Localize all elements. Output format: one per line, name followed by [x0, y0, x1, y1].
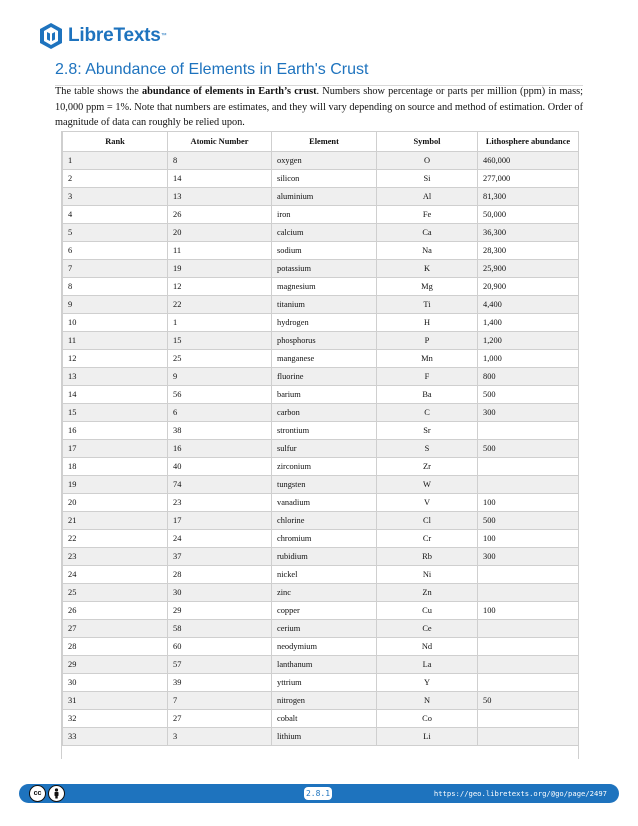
cell-atomic-number: 26 [168, 206, 272, 224]
cell-abundance: 500 [478, 512, 579, 530]
cell-element: calcium [272, 224, 377, 242]
cell-element: nickel [272, 566, 377, 584]
cell-atomic-number: 23 [168, 494, 272, 512]
cell-abundance: 25,900 [478, 260, 579, 278]
cell-rank: 9 [63, 296, 168, 314]
cell-rank: 7 [63, 260, 168, 278]
page-url[interactable]: https://geo.libretexts.org/@go/page/2497 [433, 789, 607, 798]
abundance-table-container [61, 131, 579, 759]
cell-element: lithium [272, 728, 377, 746]
table-row [63, 242, 579, 260]
table-row [63, 512, 579, 530]
table-row [63, 638, 579, 656]
cell-rank: 4 [63, 206, 168, 224]
cell-rank: 33 [63, 728, 168, 746]
cell-atomic-number: 27 [168, 710, 272, 728]
cell-symbol: Si [377, 170, 478, 188]
header-rank: Rank [63, 132, 168, 152]
cell-symbol: C [377, 404, 478, 422]
table-row [63, 602, 579, 620]
cell-symbol: Cl [377, 512, 478, 530]
cell-element: sodium [272, 242, 377, 260]
cell-symbol: O [377, 152, 478, 170]
cell-element: silicon [272, 170, 377, 188]
cell-element: magnesium [272, 278, 377, 296]
table-row [63, 692, 579, 710]
intro-paragraph [55, 84, 583, 131]
table-row [63, 404, 579, 422]
table-row [63, 674, 579, 692]
cell-element: zinc [272, 584, 377, 602]
cell-abundance [478, 656, 579, 674]
cell-symbol: F [377, 368, 478, 386]
cell-abundance: 277,000 [478, 170, 579, 188]
cell-rank: 8 [63, 278, 168, 296]
cell-atomic-number: 24 [168, 530, 272, 548]
cell-element: strontium [272, 422, 377, 440]
cell-symbol: Ce [377, 620, 478, 638]
cell-abundance [478, 566, 579, 584]
table-row [63, 368, 579, 386]
table-row [63, 494, 579, 512]
table-row [63, 440, 579, 458]
cell-atomic-number: 7 [168, 692, 272, 710]
cell-atomic-number: 40 [168, 458, 272, 476]
table-row [63, 710, 579, 728]
cell-atomic-number: 9 [168, 368, 272, 386]
cell-element: sulfur [272, 440, 377, 458]
intro-text-end: . Numbers show percentage or parts per million (ppm) in mass; 10,000 ppm = 1%. Note that numbers are estimates, and they will vary depending on source and method of estimation. Order of magnitude of data can roughly be relied upon. [55, 86, 583, 128]
cell-symbol: Zn [377, 584, 478, 602]
cell-element: carbon [272, 404, 377, 422]
person-icon [52, 788, 61, 799]
table-row [63, 314, 579, 332]
cell-rank: 26 [63, 602, 168, 620]
cell-atomic-number: 6 [168, 404, 272, 422]
cell-rank: 28 [63, 638, 168, 656]
cell-abundance: 4,400 [478, 296, 579, 314]
table-row [63, 422, 579, 440]
table-row [63, 386, 579, 404]
cell-element: oxygen [272, 152, 377, 170]
table-body [63, 152, 579, 746]
cell-element: rubidium [272, 548, 377, 566]
cell-rank: 2 [63, 170, 168, 188]
logo-text: LibreTexts [68, 25, 161, 46]
cell-atomic-number: 11 [168, 242, 272, 260]
cell-element: iron [272, 206, 377, 224]
cell-symbol: Co [377, 710, 478, 728]
cell-abundance: 1,200 [478, 332, 579, 350]
cell-abundance [478, 422, 579, 440]
table-row [63, 278, 579, 296]
cell-atomic-number: 28 [168, 566, 272, 584]
cell-element: nitrogen [272, 692, 377, 710]
cell-atomic-number: 74 [168, 476, 272, 494]
cell-symbol: Na [377, 242, 478, 260]
header-symbol: Symbol [377, 132, 478, 152]
header-atomic-number: Atomic Number [168, 132, 272, 152]
table-row [63, 584, 579, 602]
table-row [63, 170, 579, 188]
abundance-table [62, 131, 579, 746]
cell-atomic-number: 8 [168, 152, 272, 170]
page-number: 2.8.1 [305, 789, 331, 798]
cell-rank: 5 [63, 224, 168, 242]
table-row [63, 224, 579, 242]
cell-abundance [478, 476, 579, 494]
cell-atomic-number: 37 [168, 548, 272, 566]
table-row [63, 548, 579, 566]
cell-rank: 1 [63, 152, 168, 170]
by-icon [48, 785, 65, 802]
cell-rank: 10 [63, 314, 168, 332]
cell-rank: 17 [63, 440, 168, 458]
cell-rank: 6 [63, 242, 168, 260]
cell-atomic-number: 25 [168, 350, 272, 368]
cell-rank: 19 [63, 476, 168, 494]
cell-abundance: 1,400 [478, 314, 579, 332]
table-row [63, 728, 579, 746]
cell-symbol: La [377, 656, 478, 674]
cell-symbol: Ba [377, 386, 478, 404]
license-badge[interactable] [29, 785, 65, 802]
cell-rank: 14 [63, 386, 168, 404]
cell-symbol: Ca [377, 224, 478, 242]
cell-rank: 20 [63, 494, 168, 512]
cell-symbol: Y [377, 674, 478, 692]
cell-symbol: S [377, 440, 478, 458]
cell-element: neodymium [272, 638, 377, 656]
cell-atomic-number: 56 [168, 386, 272, 404]
cc-icon: cc [29, 785, 46, 802]
cell-rank: 29 [63, 656, 168, 674]
cell-atomic-number: 30 [168, 584, 272, 602]
cell-abundance [478, 620, 579, 638]
cell-symbol: Fe [377, 206, 478, 224]
cell-element: phosphorus [272, 332, 377, 350]
table-row [63, 152, 579, 170]
table-row [63, 350, 579, 368]
cell-rank: 13 [63, 368, 168, 386]
cell-rank: 12 [63, 350, 168, 368]
cell-element: potassium [272, 260, 377, 278]
header-element: Element [272, 132, 377, 152]
table-row [63, 206, 579, 224]
table-row [63, 188, 579, 206]
cell-symbol: Cr [377, 530, 478, 548]
cell-element: titanium [272, 296, 377, 314]
table-row [63, 476, 579, 494]
cell-symbol: W [377, 476, 478, 494]
table-row [63, 530, 579, 548]
cell-atomic-number: 3 [168, 728, 272, 746]
libretexts-logo-icon [38, 22, 64, 50]
cell-abundance: 500 [478, 440, 579, 458]
cell-atomic-number: 1 [168, 314, 272, 332]
cell-symbol: Rb [377, 548, 478, 566]
page-footer [19, 784, 619, 803]
cell-rank: 18 [63, 458, 168, 476]
cell-rank: 30 [63, 674, 168, 692]
cell-atomic-number: 14 [168, 170, 272, 188]
cell-rank: 23 [63, 548, 168, 566]
cell-element: chlorine [272, 512, 377, 530]
cell-element: aluminium [272, 188, 377, 206]
cell-symbol: H [377, 314, 478, 332]
cell-rank: 31 [63, 692, 168, 710]
table-row [63, 620, 579, 638]
cell-rank: 22 [63, 530, 168, 548]
cell-element: chromium [272, 530, 377, 548]
cell-abundance: 1,000 [478, 350, 579, 368]
cell-atomic-number: 58 [168, 620, 272, 638]
cell-symbol: Li [377, 728, 478, 746]
cell-element: manganese [272, 350, 377, 368]
cell-symbol: K [377, 260, 478, 278]
table-row [63, 458, 579, 476]
cell-symbol: Nd [377, 638, 478, 656]
table-row [63, 332, 579, 350]
cell-abundance: 28,300 [478, 242, 579, 260]
libretexts-logo[interactable] [38, 22, 167, 50]
cell-abundance: 460,000 [478, 152, 579, 170]
cell-element: barium [272, 386, 377, 404]
cell-abundance: 81,300 [478, 188, 579, 206]
cell-rank: 16 [63, 422, 168, 440]
cell-abundance: 100 [478, 494, 579, 512]
cell-abundance: 36,300 [478, 224, 579, 242]
cell-rank: 32 [63, 710, 168, 728]
cell-atomic-number: 16 [168, 440, 272, 458]
cell-element: cobalt [272, 710, 377, 728]
cell-element: copper [272, 602, 377, 620]
cell-element: hydrogen [272, 314, 377, 332]
cell-element: cerium [272, 620, 377, 638]
cell-symbol: Mg [377, 278, 478, 296]
cell-rank: 3 [63, 188, 168, 206]
cell-atomic-number: 13 [168, 188, 272, 206]
cell-abundance [478, 674, 579, 692]
cell-abundance [478, 638, 579, 656]
intro-bold-phrase: abundance of elements in Earth’s crust [142, 86, 317, 97]
cell-symbol: Mn [377, 350, 478, 368]
cell-element: vanadium [272, 494, 377, 512]
cell-abundance: 50 [478, 692, 579, 710]
cell-element: yttrium [272, 674, 377, 692]
cell-atomic-number: 17 [168, 512, 272, 530]
cell-atomic-number: 39 [168, 674, 272, 692]
cell-atomic-number: 29 [168, 602, 272, 620]
cell-atomic-number: 60 [168, 638, 272, 656]
cell-atomic-number: 20 [168, 224, 272, 242]
cell-symbol: Cu [377, 602, 478, 620]
cell-abundance: 20,900 [478, 278, 579, 296]
cell-atomic-number: 19 [168, 260, 272, 278]
cell-abundance: 800 [478, 368, 579, 386]
cell-element: lanthanum [272, 656, 377, 674]
logo-trademark: ™ [160, 33, 167, 39]
table-row [63, 296, 579, 314]
cell-atomic-number: 38 [168, 422, 272, 440]
cell-rank: 25 [63, 584, 168, 602]
cell-rank: 15 [63, 404, 168, 422]
table-header-row [63, 132, 579, 152]
page-title: 2.8: Abundance of Elements in Earth's Crust [55, 61, 583, 86]
cell-symbol: Sr [377, 422, 478, 440]
cell-abundance: 300 [478, 548, 579, 566]
cell-abundance: 50,000 [478, 206, 579, 224]
cell-abundance [478, 584, 579, 602]
cell-atomic-number: 12 [168, 278, 272, 296]
cell-element: tungsten [272, 476, 377, 494]
cell-symbol: Ni [377, 566, 478, 584]
cell-symbol: V [377, 494, 478, 512]
table-row [63, 566, 579, 584]
cell-symbol: N [377, 692, 478, 710]
cell-symbol: Zr [377, 458, 478, 476]
cell-atomic-number: 22 [168, 296, 272, 314]
cell-element: fluorine [272, 368, 377, 386]
cell-abundance [478, 728, 579, 746]
table-row [63, 656, 579, 674]
cell-rank: 21 [63, 512, 168, 530]
header-abundance: Lithosphere abundance [478, 132, 579, 152]
cell-abundance: 100 [478, 530, 579, 548]
cell-symbol: Ti [377, 296, 478, 314]
cell-abundance [478, 710, 579, 728]
cell-abundance: 100 [478, 602, 579, 620]
intro-text-start: The table shows the [55, 86, 143, 97]
cell-abundance: 500 [478, 386, 579, 404]
cell-symbol: P [377, 332, 478, 350]
cell-abundance [478, 458, 579, 476]
cell-rank: 11 [63, 332, 168, 350]
cell-symbol: Al [377, 188, 478, 206]
cell-element: zirconium [272, 458, 377, 476]
cell-rank: 24 [63, 566, 168, 584]
cell-rank: 27 [63, 620, 168, 638]
table-row [63, 260, 579, 278]
cell-atomic-number: 15 [168, 332, 272, 350]
cell-abundance: 300 [478, 404, 579, 422]
cell-atomic-number: 57 [168, 656, 272, 674]
